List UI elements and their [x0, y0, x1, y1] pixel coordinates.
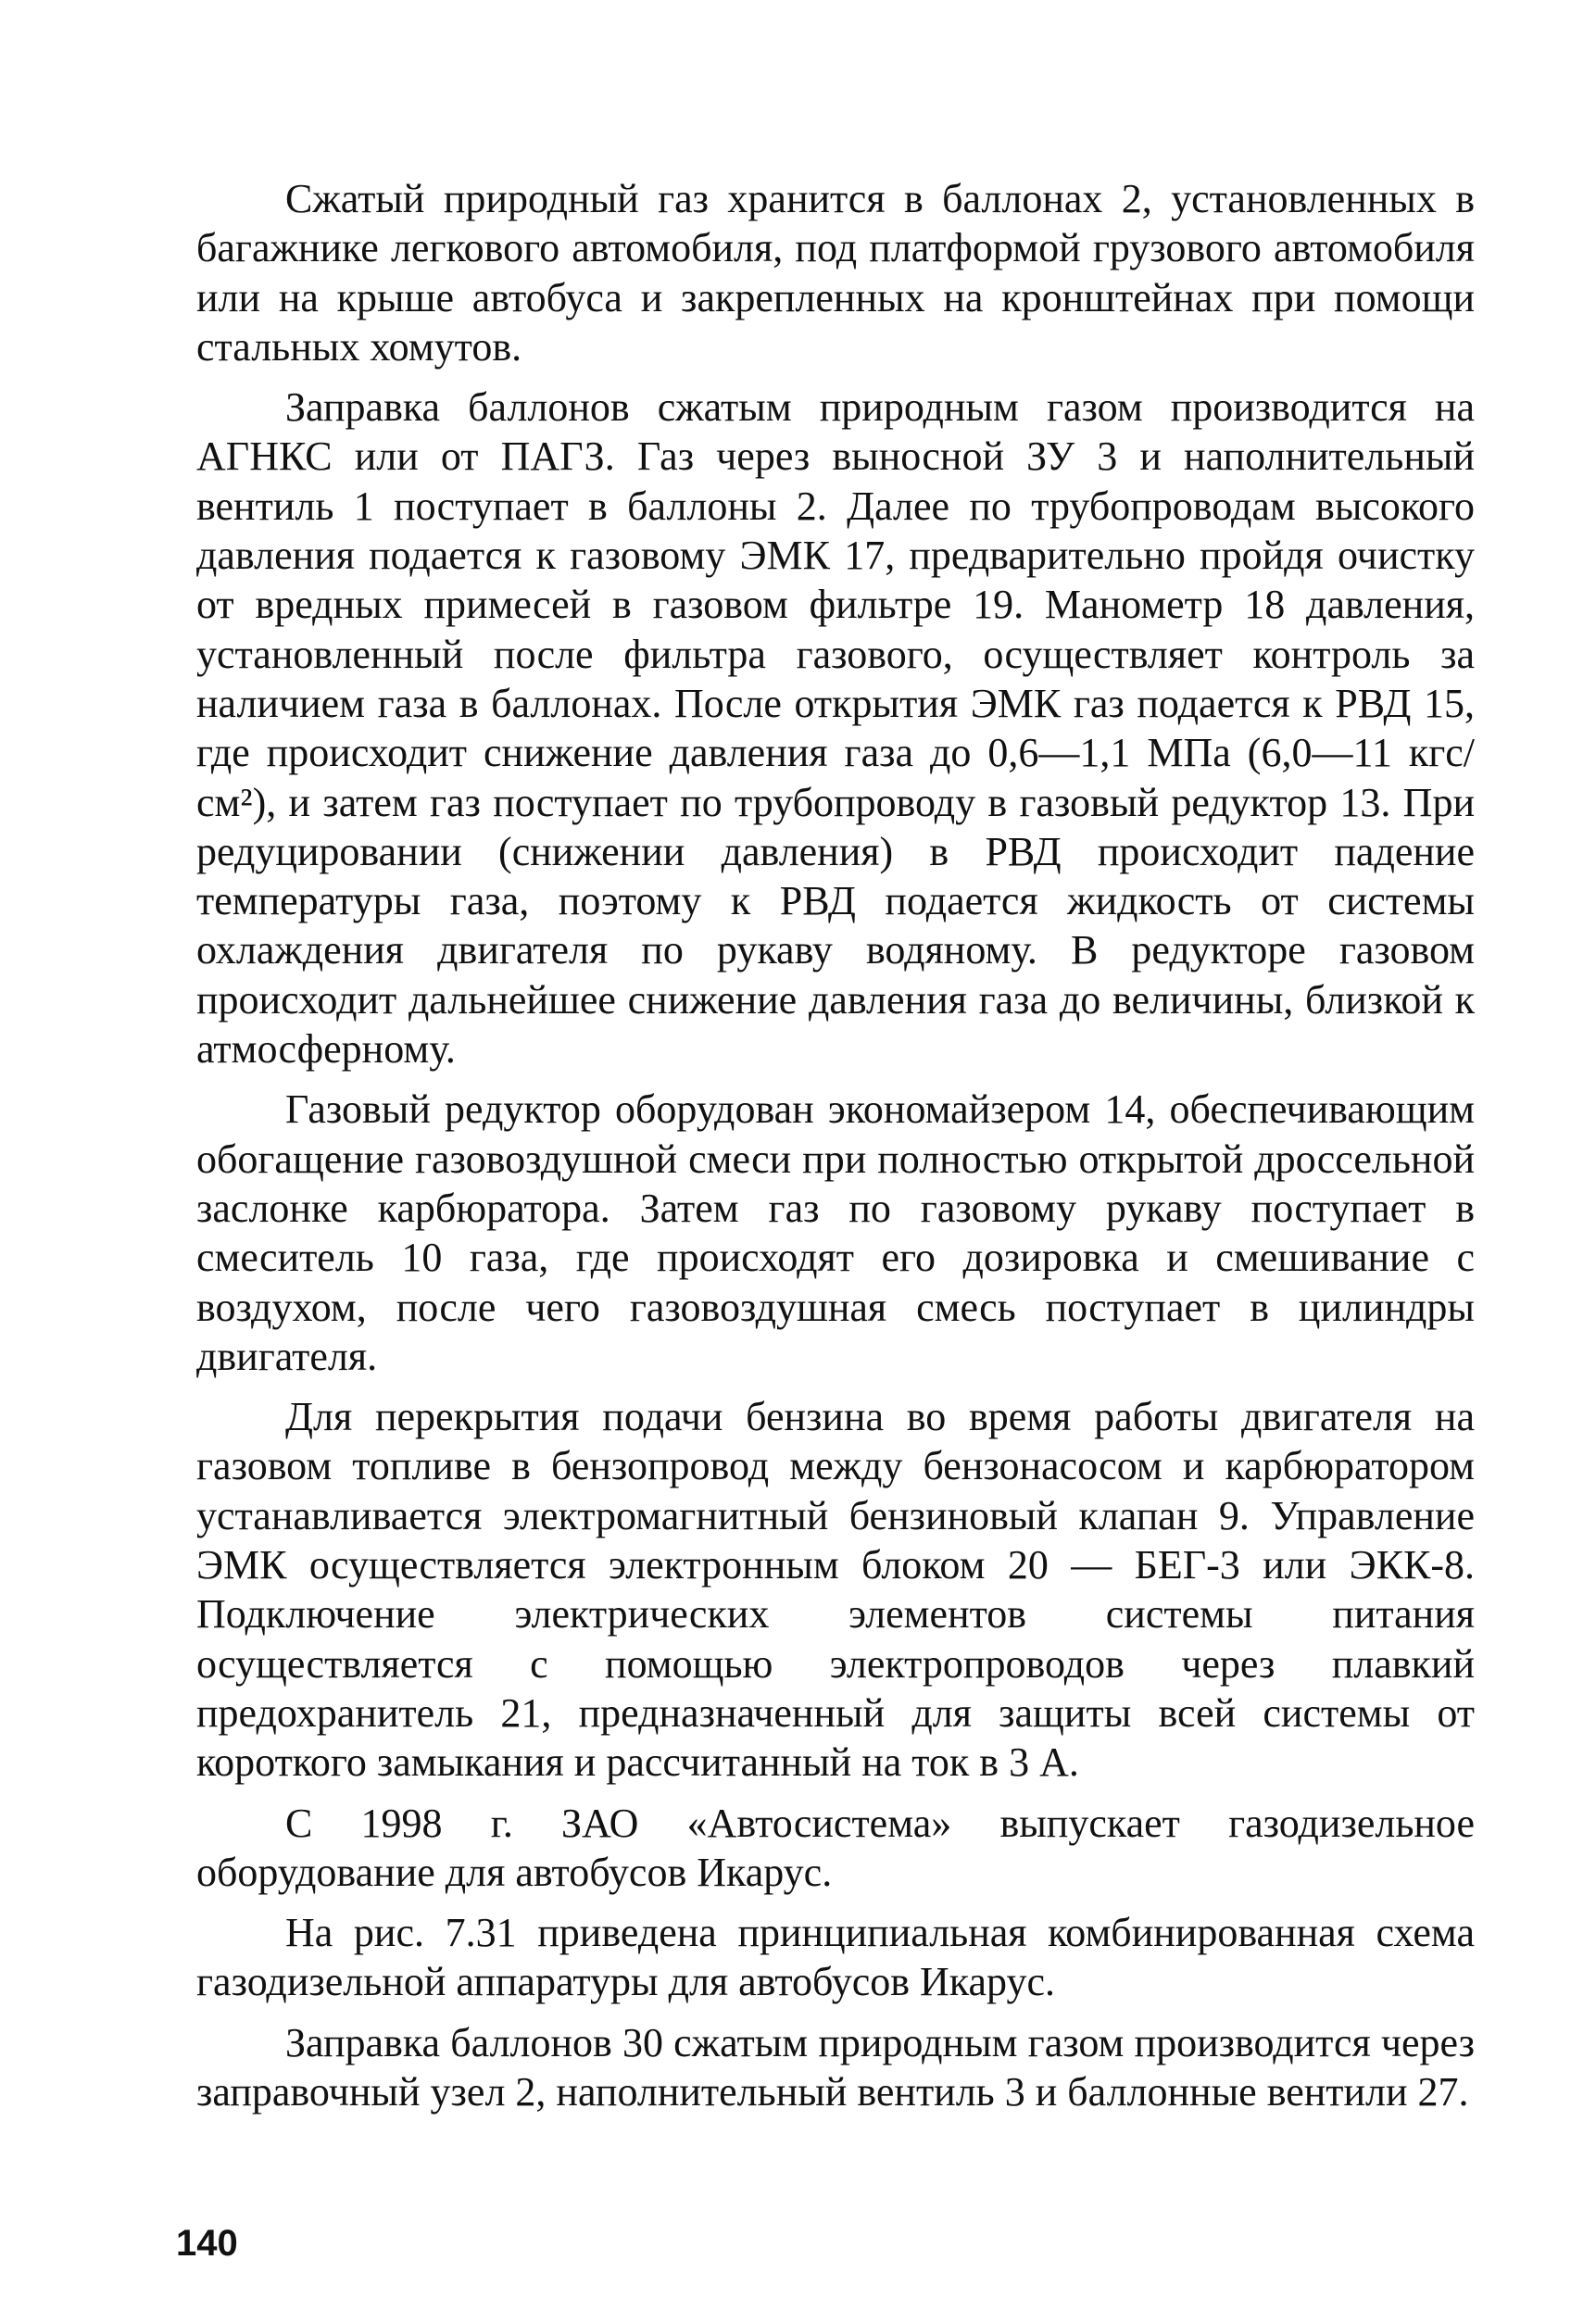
- body-text: [196, 174, 1475, 2116]
- paragraph-5: С 1998 г. ЗАО «Автосистема» выпускает газодизельное оборудование для автобусов Икарус.: [196, 1800, 1475, 1895]
- paragraph-4: Для перекрытия подачи бензина во время работы двигателя на газовом топливе в бензопровод между бензонасосом и карбюратором устанавливается электромагнитный бензиновый клапан 9. Управление ЭМК осуществляется электронным блоком 20 — БЕГ-3 или ЭКК-8. Подключение электрических элементов системы питания осуществляется с помощью электропроводов через плавкий предохранитель 21, предназначенный для защиты всей системы от короткого замыкания и рассчитанный на ток в 3 А.: [196, 1394, 1475, 1786]
- paragraph-3: Газовый редуктор оборудован экономайзером 14, обеспечивающим обогащение газовоздушной смеси при полностью открытой дроссельной заслонке карбюратора. Затем газ по газовому рукаву поступает в смеситель 10 газа, где происходят его дозировка и смешивание с воздухом, после чего газовоздушная смесь поступает в цилиндры двигателя.: [196, 1086, 1475, 1379]
- paragraph-7: Заправка баллонов 30 сжатым природным газом производится через заправочный узел 2, наполнительный вентиль 3 и баллонные вентили 27.: [196, 2019, 1475, 2115]
- paragraph-6: На рис. 7.31 приведена принципиальная комбинированная схема газодизельной аппаратуры для автобусов Икарус.: [196, 1910, 1475, 2005]
- page-number: 140: [176, 2223, 238, 2264]
- paragraph-2: Заправка баллонов сжатым природным газом производится на АГНКС или от ПАГЗ. Газ через выносной ЗУ 3 и наполнительный вентиль 1 поступает в баллоны 2. Далее по трубопроводам высокого давления подается к газовому ЭМК 17, предварительно пройдя очистку от вредных примесей в газовом фильтре 19. Манометр 18 давления, установленный после фильтра газового, осуществляет контроль за наличием газа в баллонах. После открытия ЭМК газ подается к РВД 15, где происходит снижение давления газа до 0,6—1,1 МПа (6,0—11 кгс/см²), и затем газ поступает по трубопроводу в газовый редуктор 13. При редуцировании (снижении давления) в РВД происходит падение температуры газа, поэтому к РВД подается жидкость от системы охлаждения двигателя по рукаву водяному. В редукторе газовом происходит дальнейшее снижение давления газа до величины, близкой к атмосферному.: [196, 384, 1475, 1073]
- paragraph-1: Сжатый природный газ хранится в баллонах 2, установленных в багажнике легкового автомобиля, под платформой грузового автомобиля или на крыше автобуса и закрепленных на кронштейнах при помощи стальных хомутов.: [196, 176, 1475, 370]
